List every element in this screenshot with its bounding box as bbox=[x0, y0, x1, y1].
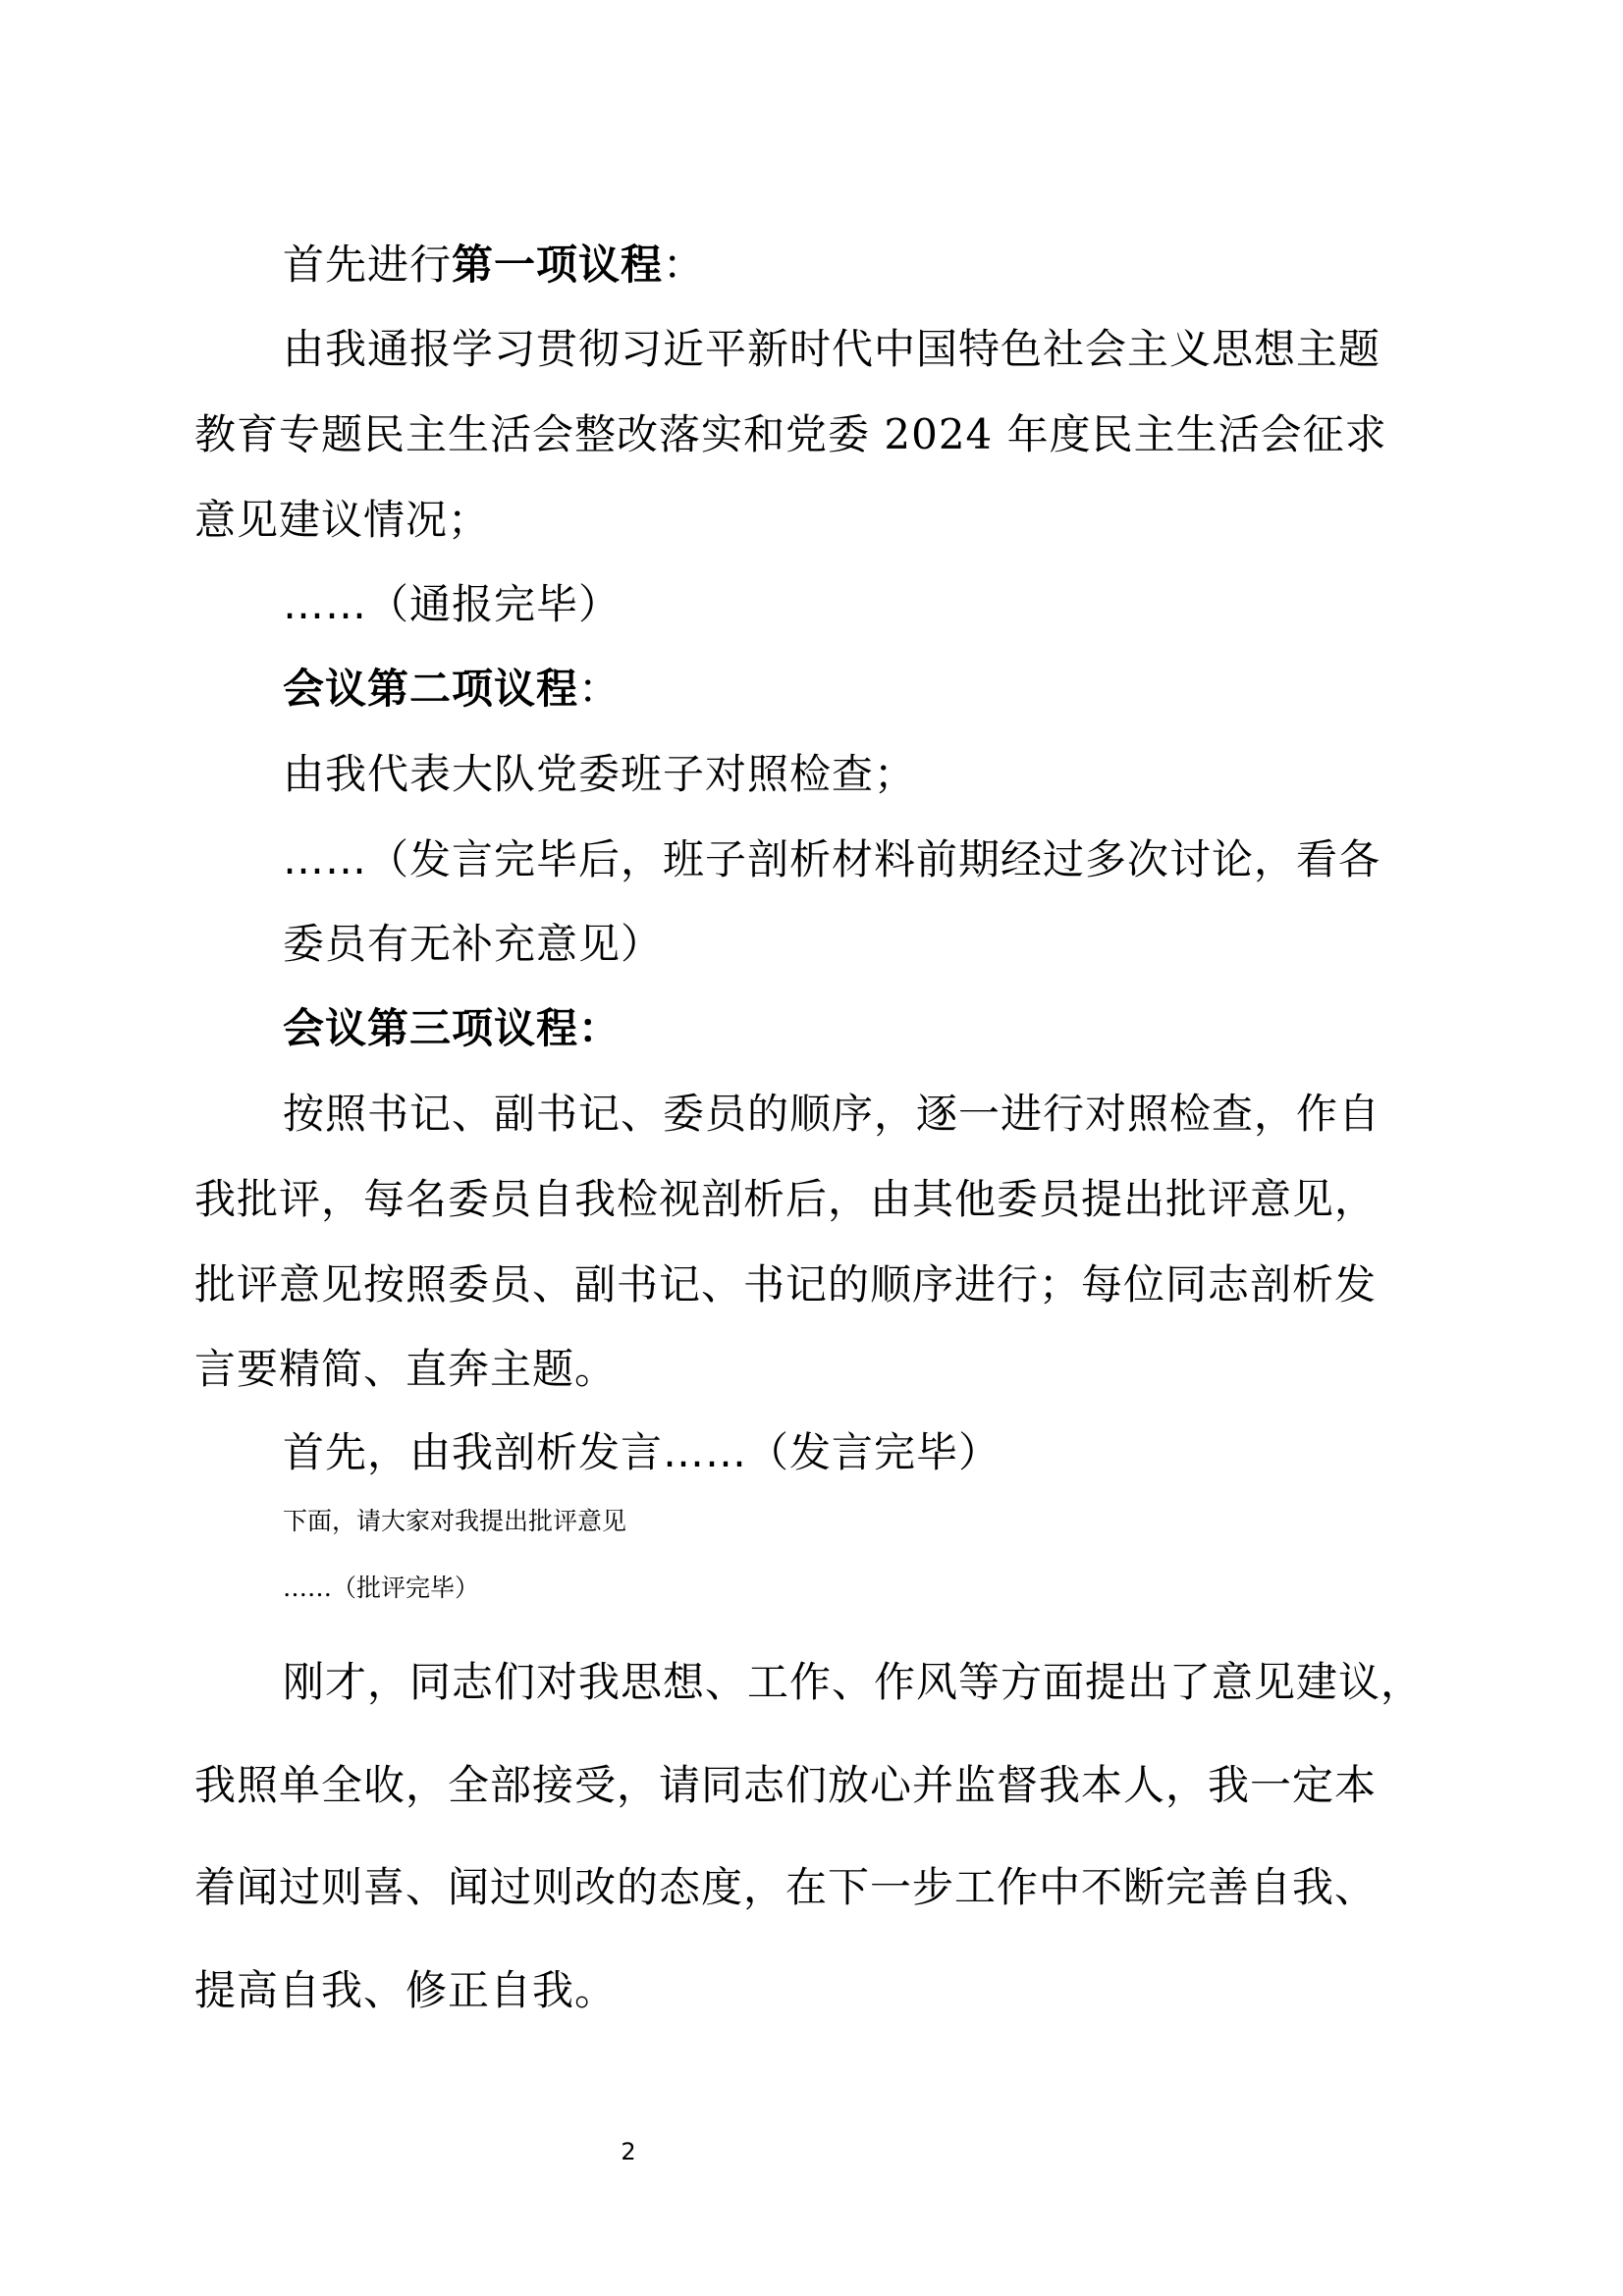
agenda3-body-line4: 言要精简、直奔主题。 bbox=[194, 1345, 618, 1393]
agenda3-body-line1: 按照书记、副书记、委员的顺序，逐一进行对照检查，作自 bbox=[283, 1090, 1381, 1138]
agenda3-body-line3: 批评意见按照委员、副书记、书记的顺序进行；每位同志剖析发 bbox=[194, 1260, 1378, 1308]
agenda1-note: ……（通报完毕） bbox=[283, 580, 622, 628]
agenda3-body-line2: 我批评，每名委员自我检视剖析后，由其他委员提出批评意见， bbox=[194, 1175, 1378, 1223]
closing-line2: 我照单全收，全部接受，请同志们放心并监督我本人，我一定本 bbox=[194, 1761, 1378, 1809]
agenda2-note-line2: 委员有无补充意见） bbox=[283, 920, 664, 968]
agenda1-title: 第一项议程 bbox=[452, 240, 664, 289]
agenda2-note-line1: ……（发言完毕后，班子剖析材料前期经过多次讨论，看各 bbox=[283, 835, 1381, 883]
closing-line1: 刚才，同志们对我思想、工作、作风等方面提出了意见建议， bbox=[283, 1658, 1424, 1706]
agenda1-heading bbox=[283, 236, 705, 294]
agenda3-title: 会议第三项议程： bbox=[283, 1004, 622, 1052]
year: 2024 bbox=[884, 410, 994, 458]
page-number: 2 bbox=[621, 2138, 636, 2165]
closing-line4: 提高自我、修正自我。 bbox=[194, 1966, 618, 2014]
agenda1-body-line2-b: 年度民主生活会征求 bbox=[1006, 410, 1387, 458]
agenda1-body-line2-a: 教育专题民主生活会整改落实和党委 bbox=[194, 410, 871, 458]
closing-line3: 着闻过则喜、闻过则改的态度，在下一步工作中不断完善自我、 bbox=[194, 1863, 1378, 1911]
agenda2-heading bbox=[283, 660, 621, 719]
first-speech: 首先，由我剖析发言……（发言完毕） bbox=[283, 1428, 1001, 1476]
agenda1-prefix: 首先进行 bbox=[283, 240, 453, 289]
agenda1-body-line1: 由我通报学习贯彻习近平新时代中国特色社会主义思想主题 bbox=[283, 325, 1381, 373]
agenda1-body-line2 bbox=[194, 405, 1387, 464]
agenda1-colon: ： bbox=[663, 240, 706, 289]
criticism-done: ……（批评完毕） bbox=[283, 1574, 480, 1602]
agenda2-body-line1: 由我代表大队党委班子对照检查； bbox=[283, 750, 917, 798]
agenda2-colon: ： bbox=[578, 665, 622, 713]
criticism-prompt: 下面，请大家对我提出批评意见 bbox=[283, 1507, 627, 1535]
agenda1-body-line3: 意见建议情况； bbox=[194, 496, 491, 544]
agenda2-title: 会议第二项议程 bbox=[283, 665, 579, 713]
